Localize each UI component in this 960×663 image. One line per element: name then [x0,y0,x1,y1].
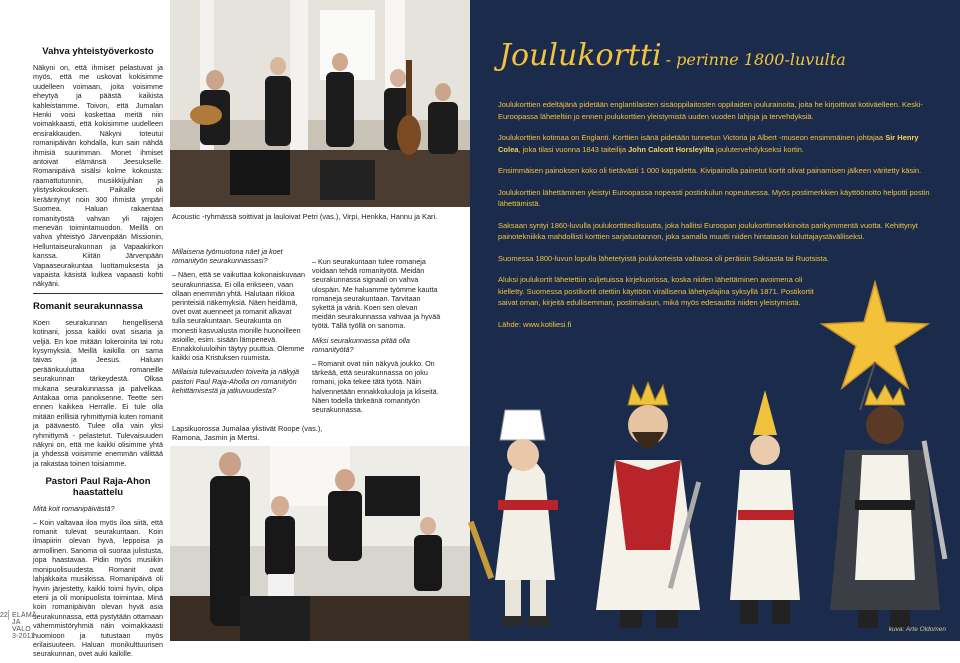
illustration-credit: kuva: Arte Oldomen [888,626,946,633]
middle-text-column-a [172,247,306,400]
paragraph-postal: Joulukorttien lähettäminen yleistyi Euroopassa nopeasti postinkulun nopeutuessa. Myös postimerkkien käyttöönotto helpotti postin lähettämistä. [498,187,930,208]
figure-left [468,410,558,626]
left-page [0,0,470,659]
photo-caption-top: Acoustic -ryhmässä soittivat ja lauloivat Petri (vas.), Virpi, Henkka, Hannu ja Kari. [172,212,438,221]
paragraph-origins: Joulukorttien edeltäjänä pidetään englantilaisten sisäoppilaitosten oppilaiden joulurainoita, joita he kirjoittivat kotiväelleen. Keski-Euroopassa läheteltiin jo ennen joulukorttien yleistymistä uuden vuoden lahjoja ja tervehdyksiä. [498,100,923,121]
answer-work-form: – Näen, että se vaikuttaa kokonaiskuvaan seurakunnassa. Ei olla erikseen, vaan ollaan enemmän yhtä. Halutaan rikkoa perinteisiä näkemyksiä. Näen heidämä, ovet ovat auenneet ja romanit alkavat tulla seurakuntaan. Seurakunta on monesti kasvualusta monille huonoilleen asioille, esim. sisään lämpenevä. Ennakkoluuloihin täytyy puuttua. Olemme kaikki osa Kristuksen ruumista. [172,270,306,363]
footer-divider [8,610,9,620]
question-future: Millaisia tulevaisuuden toiveita ja näkyjä pastori Paul Raja-Aholla on romanityön kehittämisestä ja jatkuvuudesta? [172,367,300,395]
text-segment: Joulukorttien kotimaa on Englanti. Korttien isänä pidetään tunnetun Victoria ja Albert -museon ensimmäinen johtajaa [498,133,886,142]
photo-caption-bottom: Lapsikuorossa Jumalaa ylistivät Roope (vas.), Ramona, Jasmin ja Mertsi. [172,424,323,443]
paragraph-england [498,132,938,155]
interview-answer: – Koin valtavaa iloa myös iloa siitä, että romanit tulevat seurakuntaan. Koin ilmapiirin olevan hyvä, leppoisa ja armollinen. Sanoma oli suoraa julistusta, jopa haastavaa. Pidin myös musiikin monipuolisuudesta. Romanit ovat lahjakkaita musiikissa. Romanipäivä oli hyvin järjestetty, kaikki toimi hyvin, olipa eteni ja oli monipuolista toimintaa. Minä koin romanipäivän olevan hyvä asia seurakunnassa, että pystytään ottamaan vähemmistöryhmiä näin voimakkaasti huomioon ja tutustaan myös erilaisuuteen. Haluan monikulttuurisen seurakunnan, ovet auki kaikille. [33,517,163,659]
paragraph-first-edition: Ensimmäisen painoksen koko oli tietävästi 1 000 kappaletta. Kivipainolla painetut kortit olivat painamisen jälkeen väritetty käsin. [498,166,922,175]
paragraph-postcards: Aluksi joulukortit lähetettiin suljetuissa kirjekuorissa, koska niiden lähettäminen avoimena oli kielletty. Suomessa postikortit otettiin käyttöön virallisena lähetyslajina syksyllä 1871. Postikortit saivat oman, kirjeitä edullisemman, postimaksun, mikä myös edesauttoi niiden yleistymistä. [498,275,814,307]
middle-text-column-b [312,257,442,419]
divider [33,293,163,294]
paragraph-vision: Näkyni on, että ihmiset pelastuvat ja myös, että me uskovat kokisimme uudelleen voimaan, joita voisimme eheytyä ja päästä kaikista kahleistamme. Toivon, että Jumalan Henki voisi koskettaa meitä niin voimakkaasti, että kokisimme uudelleen ensirakkauden. Näkyni toteutui romanipäivän kohdalla, kun sain nähdä ihmisiä suurimman. Monet ihmiset antoivat elämänsä Jeesukselle. Romanipäivä sisälsi kolme kokousta: raamattutunnin, musiikkijuhlan ja ylistyskokouksen. Paikalle oli kerääntynyt noin 300 ihmistä ympäri Suomea. Haluan rakaentaa romanityöstä vahvan yli rajojen menevän toimintamuodon. Meillä on vahva yhteistyö Järvenpään Missionin, Helluntaiseurakunnan ja Vapaakirkon kanssa. Kiitän Järvenpään Vapaaseurakuntaa luottamuksesta ja vapaista käsistä kulkea vapaasti kohti näkyäni. [33,63,163,289]
paragraph-source: Lähde: www.kotiliesi.fi [498,319,572,329]
article-title [499,38,846,73]
name-henry-cole: Sir Henry Colea [498,133,919,154]
children-choir-photo [170,446,470,641]
paragraph-finland: Suomessa 1800-luvun lopulla lähetetyistä joulukorteista valtaosa oli peräisin Saksasta tai Ruotsista. [498,253,830,263]
heading-vahva-yhteistyoverkosto: Vahva yhteistyöverkosto [42,46,154,57]
article-title-main: Joulukortti [499,38,662,73]
page-number: 22 [0,612,8,619]
question-work-form: Millaisena työmuotona näet ja koet romanityön seurakunnassasi? [172,247,283,266]
article-title-sub: - perinne 1800-luvulta [665,50,846,69]
figure-king [596,382,701,628]
text-segment: , joka tilasi vuonna 1843 taiteilija [518,144,629,154]
figure-moor-king [830,385,947,628]
paragraph-germany: Saksaan syntyi 1860-luvulla joulukorttiteollisuutta, joka hallitsi Euroopan joulukorttimarkkinoita parikymmentä vuotta. Kehittynyt painotekniikka mahdollisti korttien sarjatuotannon, joka samalla muutti niiden hintatason kuluttajaystävälliseksi. [498,220,918,241]
right-page [470,0,960,641]
question-why: Miksi seurakunnassa pitää olla romanityötä? [312,335,410,354]
answer-why: – Romanit ovat niin näkyvä joukko. On tärkeää, että seurakunnassa on joku romani, joka tekee tätä työtä. Näin halvennetään ennakkoluuloja ja kliseitä. Näen todella tärkeänä romanityön seurakunnassa. [312,359,439,415]
left-text-column [33,46,163,663]
name-horsley: John Calcott Horsleyilta [628,144,714,154]
heading-romanit-seurakunnassa: Romanit seurakunnassa [33,300,143,312]
figure-small [730,390,800,624]
star-boys-illustration [470,380,960,641]
text-segment: joulutervehdykseksi kortin. [713,144,804,154]
band-photo [170,0,470,207]
answer-future: – Kun seurakuntaan tulee romaneja voidaan tehdä romanityötä. Meidän seurakunnassa signaali on vahva ulospäin. Me haluamme työmme kautta romaneja seurakuntaan. Tarvitaan sykettä ja väriä. Koen sen olevan meidän seurakunnassa vahvaa ja hyvää työtä. Tällä työllä on sanoma. [312,257,441,331]
paragraph-church-home: Koen seurakunnan hengellisenä kotinani, jossa kaikki ovat sisaria ja veljiä. En koe mitään lokeroinita tai rotu kysymyksiä. Meillä kaikilla on sama taivas ja Jeesus. Haluan peräänkuuluttaa romaneille seurakunnan tärkeydestä. Olkaa mukana seurakunnassa ja palvelkaa. Antakaa oma panoksenne. Teette sen ennen kaikkea Herralle. Ei tule olla mitään erillisiä ryhmittymiä kuten romanit ja päävaestö. Tulee olla vain yksi ryhmittymä - pelastetut. Tulevaisuuden näkyni on, että me kaikki olisimme yhtä ja yhdessä voisimme enemmän välittää ja rakastaa toinen toisiamme. [33,317,163,468]
heading-interview: Pastori Paul Raja-Ahon haastattelu [45,476,151,499]
magazine-name: ELÄMÄ JA VALO 3-2011 [12,612,37,640]
interview-question: Mitä koit romanipäivästä? [33,504,115,514]
